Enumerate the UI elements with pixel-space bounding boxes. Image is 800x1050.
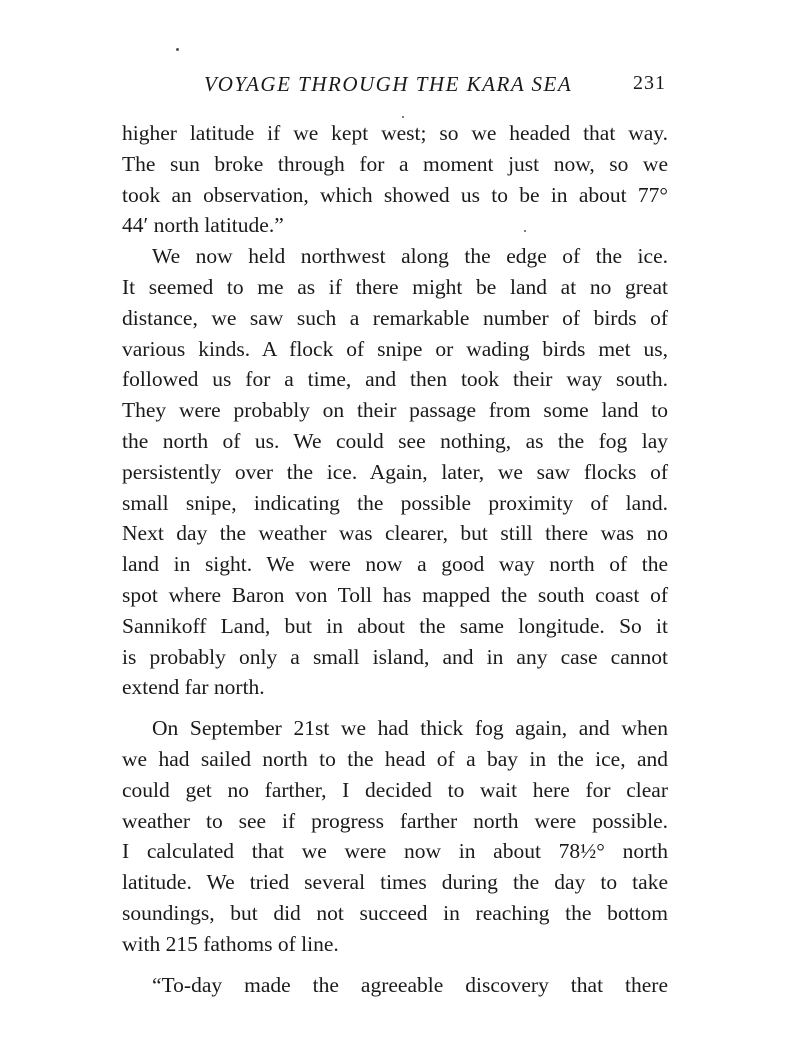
paragraph-2: [122, 241, 668, 703]
text-line: Sannikoff Land, but in about the same longitude. So it: [122, 613, 668, 638]
text-line: land in sight. We were now a good way north of the: [122, 552, 668, 577]
text-line: took an observation, which showed us to be in about 77°: [122, 182, 668, 207]
text-line: spot where Baron von Toll has mapped the south coast of: [122, 582, 668, 607]
text-line: small snipe, indicating the possible proximity of land.: [122, 490, 668, 515]
text-line: we had sailed north to the head of a bay in the ice, and: [122, 746, 668, 771]
scan-speck: [524, 230, 526, 232]
text-line: latitude. We tried several times during the day to take: [122, 870, 668, 895]
text-line: soundings, but did not succeed in reaching the bottom: [122, 900, 668, 925]
text-line: is probably only a small island, and in any case cannot: [122, 644, 668, 669]
paragraph-1: [122, 118, 668, 241]
paragraph-4: [122, 970, 668, 1001]
text-line: On September 21st we had thick fog again, and when: [152, 716, 668, 741]
paragraph-gap: [122, 703, 668, 713]
scan-speck: [402, 116, 404, 118]
text-line: We now held northwest along the edge of the ice.: [152, 244, 668, 269]
text-line: 44′ north latitude.”: [122, 213, 284, 238]
text-line: They were probably on their passage from some land to: [122, 398, 668, 423]
page-number: 231: [633, 72, 666, 94]
text-line: It seemed to me as if there might be land at no great: [122, 274, 668, 299]
text-line: the north of us. We could see nothing, as the fog lay: [122, 428, 668, 453]
paragraph-3: [122, 713, 668, 959]
text-line: I calculated that we were now in about 78½° north: [122, 839, 668, 864]
paragraph-gap: [122, 960, 668, 970]
text-line: The sun broke through for a moment just now, so we: [122, 151, 668, 176]
text-line: extend far north.: [122, 675, 265, 700]
text-line: higher latitude if we kept west; so we headed that way.: [122, 121, 668, 145]
running-head: [122, 72, 668, 100]
text-line: Next day the weather was clearer, but still there was no: [122, 521, 668, 546]
running-title: VOYAGE THROUGH THE KARA SEA: [204, 72, 573, 96]
text-line: various kinds. A flock of snipe or wading birds met us,: [122, 336, 668, 361]
text-line: weather to see if progress farther north were possible.: [122, 808, 668, 833]
text-line: could get no farther, I decided to wait here for clear: [122, 777, 668, 802]
text-line: persistently over the ice. Again, later, we saw flocks of: [122, 459, 668, 484]
text-line: “To-day made the agreeable discovery that there: [152, 972, 668, 997]
text-line: followed us for a time, and then took their way south.: [122, 367, 668, 392]
text-line: with 215 fathoms of line.: [122, 931, 339, 956]
scan-speck: [176, 48, 179, 51]
body-text: [122, 118, 668, 1000]
text-line: distance, we saw such a remarkable number of birds of: [122, 305, 668, 330]
